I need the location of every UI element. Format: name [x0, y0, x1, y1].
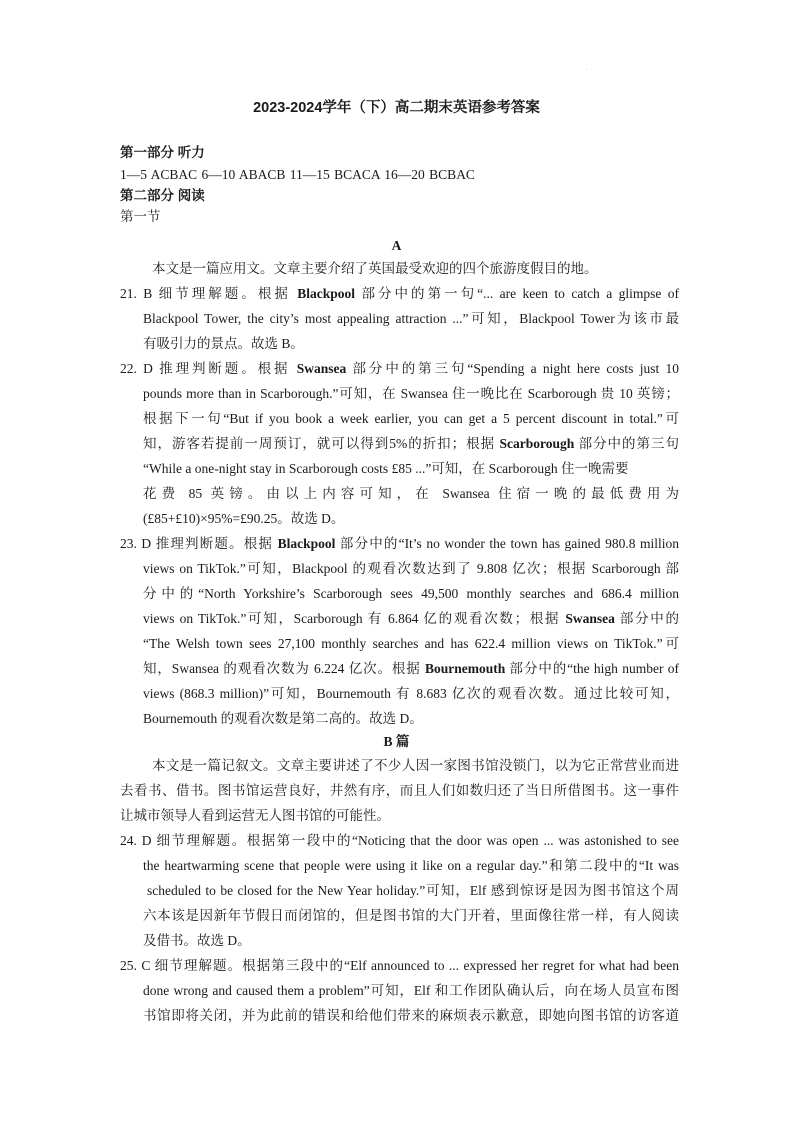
q23-line-2: views on TikTok.”可知，Blackpool 的观看次数达到了 9.808 亿次；根据 Scarborough 部 — [143, 561, 679, 576]
passage-b-intro-1: 本文是一篇记叙文。文章主要讲述了不少人因一家图书馆没锁门，以为它正常营业而进 — [152, 758, 679, 773]
passage-b-intro-3: 让城市领导人看到运营无人图书馆的可能性。 — [120, 808, 390, 823]
q23-line-1: 23. D 推理判断题。根据 Blackpool 部分中的“It’s no wonder the town has gained 980.8 million — [120, 536, 679, 551]
q23-line-3: 分中的“North Yorkshire’s Scarborough sees 49,500 monthly searches and 686.4 million — [143, 586, 679, 601]
q25-line-3: 书馆即将关闭，并为此前的错误和给他们带来的麻烦表示歉意，即她向图书馆的访客道 — [143, 1008, 679, 1023]
q22-line-5: “While a one-night stay in Scarborough costs £85 ...”可知，在 Scarborough 住一晚需要 — [143, 461, 629, 476]
part2-heading: 第二部分 阅读 — [120, 188, 205, 203]
passage-a-label: A — [391, 238, 402, 253]
q21-line-1: 21. B 细节理解题。根据 Blackpool 部分中的第一句“... are keen to catch a glimpse of — [120, 286, 679, 301]
corner-mark: . — [586, 66, 588, 72]
part1-heading: 第一部分 听力 — [120, 145, 205, 160]
q24-line-2: the heartwarming scene that people were using it like on a regular day.”和第二段中的“It was — [143, 858, 679, 873]
passage-b-label: B 篇 — [383, 734, 410, 749]
passage-a-intro: 本文是一篇应用文。文章主要介绍了英国最受欢迎的四个旅游度假目的地。 — [152, 261, 598, 276]
q23-line-5: “The Welsh town sees 27,100 monthly searches and has 622.4 million views on TikTok.”可 — [143, 636, 679, 651]
q21-line-2: Blackpool Tower, the city’s most appealing attraction ...”可知，Blackpool Tower为该市最 — [143, 311, 679, 326]
q24-line-3: scheduled to be closed for the New Year holiday.”可知，Elf 感到惊讶是因为图书馆这个周 — [147, 883, 679, 898]
q22-line-1: 22. D 推理判断题。根据 Swansea 部分中的第三句“Spending a night here costs just 10 — [120, 361, 679, 376]
q23-line-6: 知，Swansea 的观看次数为 6.224 亿次。根据 Bournemouth 部分中的“the high number of — [143, 661, 679, 676]
q23-line-7: views (868.3 million)”可知，Bournemouth 有 8.683 亿次的观看次数。通过比较可知， — [143, 686, 679, 701]
q23-line-4: views on TikTok.”可知，Scarborough 有 6.864 亿的观看次数；根据 Swansea 部分中的 — [143, 611, 680, 626]
q22-line-6: 花费 85 英镑。由以上内容可知，在 Swansea 住宿一晚的最低费用为 — [143, 486, 679, 501]
page-title: 2023-2024学年（下）高二期末英语参考答案 — [253, 100, 540, 116]
passage-b-intro-2: 去看书、借书。图书馆运营良好，井然有序，而且人们如数归还了当日所借图书。这一事件 — [120, 783, 679, 798]
q25-line-2: done wrong and caused them a problem”可知，Elf 和工作团队确认后，向在场人员宣布图 — [143, 983, 679, 998]
q22-line-4: 知，游客若提前一周预订，就可以得到5%的折扣；根据 Scarborough 部分中的第三句 — [143, 436, 679, 451]
q22-line-2: pounds more than in Scarborough.”可知，在 Swansea 住一晚比在 Scarborough 贵 10 英镑； — [143, 386, 679, 401]
q25-line-1: 25. C 细节理解题。根据第三段中的“Elf announced to ... expressed her regret for what had been — [120, 958, 679, 973]
listening-answers: 1—5 ACBAC 6—10 ABACB 11—15 BCACA 16—20 BCBAC — [120, 167, 475, 182]
section-label: 第一节 — [120, 209, 161, 224]
q22-line-7: (£85+£10)×95%=£90.25。故选 D。 — [143, 511, 345, 526]
q21-line-3: 有吸引力的景点。故选 B。 — [143, 336, 304, 351]
q24-line-1: 24. D 细节理解题。根据第一段中的“Noticing that the door was open ... was astonished to see — [120, 833, 679, 848]
q24-line-5: 及借书。故选 D。 — [143, 933, 251, 948]
q23-line-8: Bournemouth 的观看次数是第二高的。故选 D。 — [143, 711, 423, 726]
q22-line-3: 根据下一句“But if you book a week earlier, you can get a 5 percent discount in total.”可 — [143, 411, 679, 426]
q24-line-4: 六本该是因新年节假日而闭馆的，但是图书馆的大门开着，里面像往常一样，有人阅读 — [143, 908, 679, 923]
